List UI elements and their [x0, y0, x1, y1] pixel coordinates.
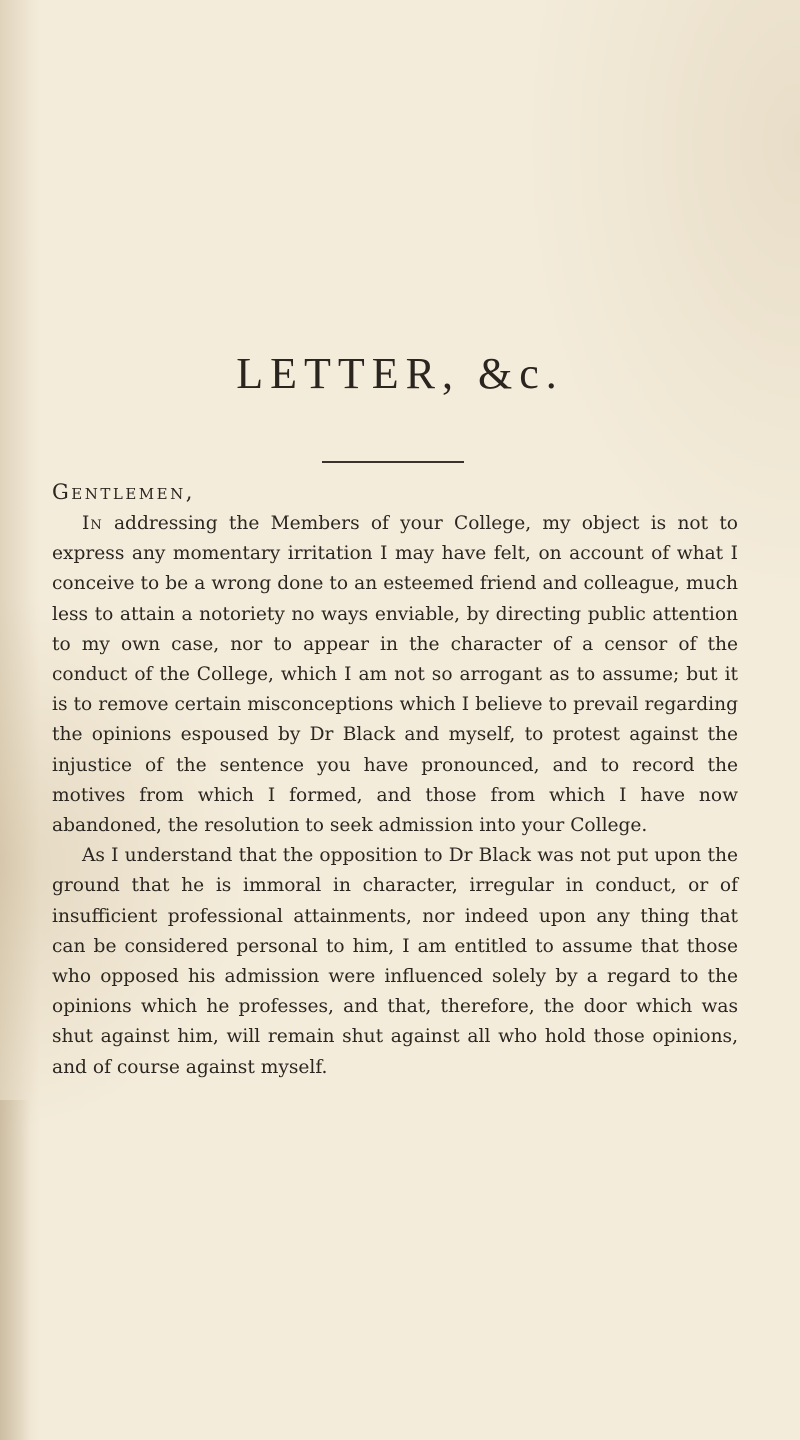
paragraph-1 [52, 509, 738, 841]
title-divider [322, 461, 464, 463]
salutation: Gentlemen, [52, 480, 195, 504]
letter-title: LETTER, &c. [236, 349, 564, 398]
paragraph-1-text: addressing the Members of your College, my object is not to express any momentary irritation I may have felt, on account of what I conceive to be a wrong done to an esteemed friend and colleague, much less to attain a notoriety no ways enviable, by directing public attention to my own case, nor to appear in the character of a censor of the conduct of the College, which I am not so arrogant as to assume; but it is to remove certain misconceptions which I believe to prevail regarding the opinions espoused by Dr Black and myself, to protest against the injustice of the sentence you have pronounced, and to record the motives from which I formed, and those from which I have now abandoned, the resolution to seek admission into your College. [52, 513, 738, 837]
letter-body [52, 509, 738, 1083]
paragraph-2 [52, 841, 738, 1083]
paragraph-1-lead: In [82, 513, 103, 534]
page-edge-stain [0, 1100, 30, 1440]
paragraph-2-text: As I understand that the opposition to Dr Black was not put upon the ground that he is immoral in character, irregular in conduct, or of insufficient professional attainments, nor indeed upon any thing that can be considered personal to him, I am entitled to assume that those who opposed his admission were influenced solely by a regard to the opinions which he professes, and that, therefore, the door which was shut against him, will remain shut against all who hold those opinions, and of course against myself. [52, 845, 738, 1078]
